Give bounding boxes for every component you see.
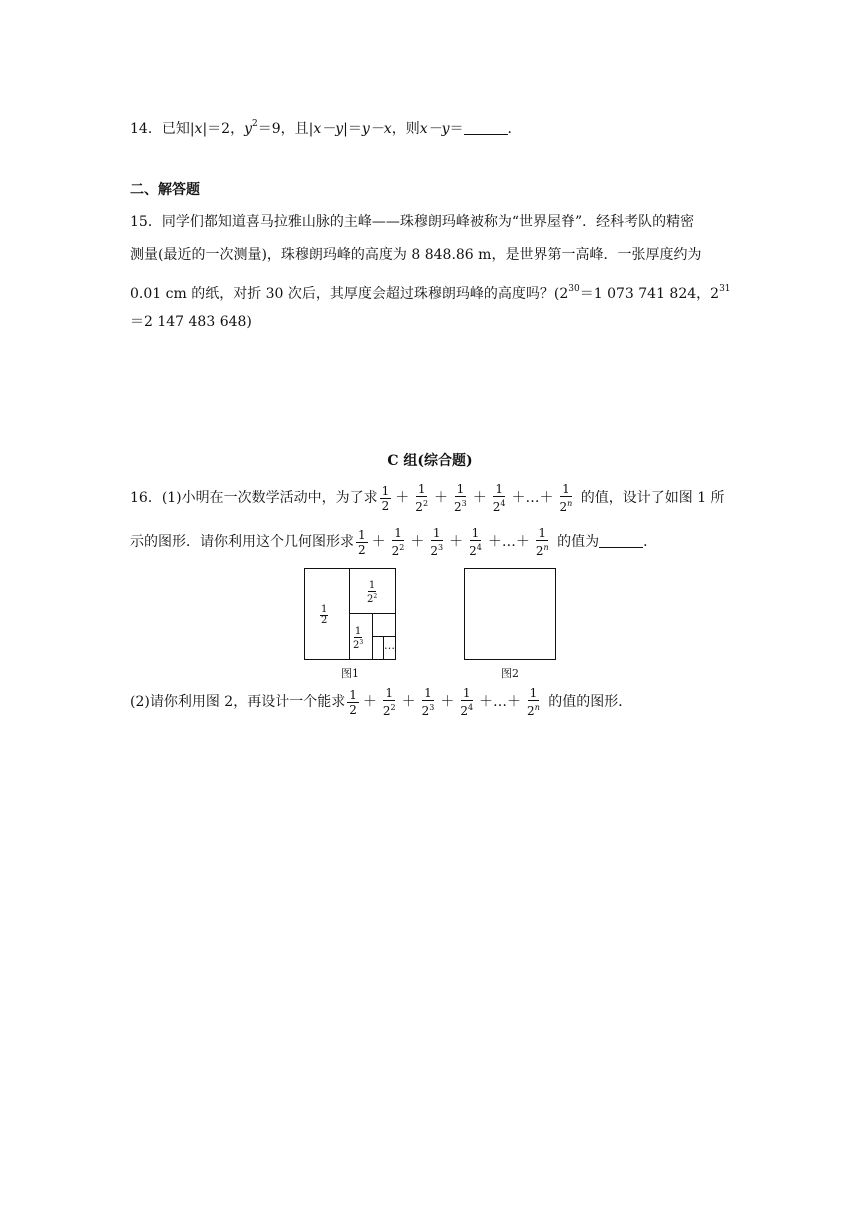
q16-line-2 [130,526,657,558]
fraction-1-over-2-cubed: $\frac{1}{2^3}$ [421,686,435,718]
fig1-sixteenth-region [372,613,396,637]
fraction-1-over-2-n: $\frac{1}{2^n}$ [535,526,549,558]
group-c-heading: C 组(综合题) [387,453,473,469]
fraction-1-over-2: $\frac{1}{2}$ [358,527,366,557]
fig1-ellipsis: … [384,639,395,652]
plus-sign: ＋ [472,490,487,506]
q15-exp-30: 30 [568,284,580,294]
plus-sign: ＋ [395,490,410,506]
q16-line-2-a: 示的图形．请你利用这个几何图形求 [130,534,354,550]
q14-var-y: y [244,121,252,137]
fraction-1-over-2-cubed: $\frac{1}{2^3}$ [454,482,467,514]
fraction-1-over-2-squared: $\frac{1}{2^2}$ [415,482,429,514]
q16-line-1 [130,482,725,514]
fraction-1-over-2-squared: $\frac{1}{2^2}$ [382,686,396,718]
q15-line-4: ＝2 147 483 648) [130,314,252,330]
q15-line-1: 15．同学们都知道喜马拉雅山脉的主峰——珠穆朗玛峰被称为“世界屋脊”．经科考队的精密 [130,214,695,230]
plus-ellipsis: ＋…＋ [479,694,522,710]
plus-sign: ＋ [434,490,449,506]
fraction-1-over-2-fourth: $\frac{1}{2^4}$ [460,686,474,718]
plus-sign: ＋ [440,694,455,710]
figure-1 [304,568,396,660]
q14-answer-blank[interactable] [464,120,508,135]
q14-text-f: ＝ [449,121,464,137]
q14-text-d: |＝ [343,121,362,137]
figure-2 [464,568,556,660]
fraction-1-over-2: $\frac{1}{2}$ [381,483,390,513]
figure-1-caption: 图1 [341,667,359,680]
plus-sign: ＋ [401,694,416,710]
q16-part-2 [130,686,632,718]
plus-sign: ＋ [371,534,386,550]
fraction-1-over-2: $\frac{1}{2}$ [349,687,357,717]
question-14 [130,114,522,139]
q14-expr-1: x－y [313,121,344,137]
q16-part-2-a: (2)请你利用图 2，再设计一个能求 [130,694,346,710]
q14-expr-2: y－x [361,121,392,137]
q14-text-c: ＝9，且| [257,121,314,137]
q14-expr-3: x－y [419,121,450,137]
q16-line-2-end: ． [643,534,658,550]
plus-sign: ＋ [362,694,377,710]
plus-ellipsis: ＋…＋ [511,490,554,506]
q15-line-3-a: 0.01 cm 的纸，对折 30 次后，其厚度会超过珠穆朗玛峰的高度吗？(2 [130,286,569,302]
plus-ellipsis: ＋…＋ [487,534,530,550]
fig1-quarter-label: $\frac{1}{2^2}$ [367,580,378,605]
q15-line-3 [130,279,731,304]
plus-sign: ＋ [410,534,425,550]
q16-line-1-a: 16．(1)小明在一次数学活动中，为了求 [130,490,378,506]
q14-text-e: ，则 [391,121,420,137]
fraction-1-over-2-n: $\frac{1}{2^n}$ [559,482,573,514]
section-heading-answer-questions: 二、解答题 [130,182,200,198]
figure-2-caption: 图2 [501,667,519,680]
q16-part-2-b: 的值的图形． [548,694,633,710]
q16-answer-blank[interactable] [599,533,643,548]
q14-text-b: |＝2， [202,121,245,137]
fraction-1-over-2-n: $\frac{1}{2^n}$ [527,686,540,718]
q15-line-2: 测量(最近的一次测量)，珠穆朗玛峰的高度为 8 848.86 m，是世界第一高峰．一张厚度约为 [130,247,702,263]
fraction-1-over-2-cubed: $\frac{1}{2^3}$ [430,526,444,558]
fraction-1-over-2-squared: $\frac{1}{2^2}$ [391,526,405,558]
fraction-1-over-2-fourth: $\frac{1}{2^4}$ [469,526,482,558]
q14-var-x: x [194,121,203,137]
fraction-1-over-2-fourth: $\frac{1}{2^4}$ [492,482,506,514]
q16-line-1-b: 的值，设计了如图 1 所 [580,490,725,506]
q14-end: ． [507,121,522,137]
q14-number: 14． [130,121,162,137]
fig1-eighth-label: $\frac{1}{2^3}$ [353,626,364,651]
q14-exponent: 2 [252,119,258,129]
q15-line-3-b: ＝1 073 741 824，2 [579,286,720,302]
q15-exp-31: 31 [719,284,731,294]
plus-sign: ＋ [449,534,464,550]
fig1-thirtysecond-region [372,636,384,660]
q16-line-2-b: 的值为 [557,534,600,550]
fig1-half-label: $\frac{1}{2}$ [321,604,328,626]
q14-text-a: 已知| [161,121,195,137]
